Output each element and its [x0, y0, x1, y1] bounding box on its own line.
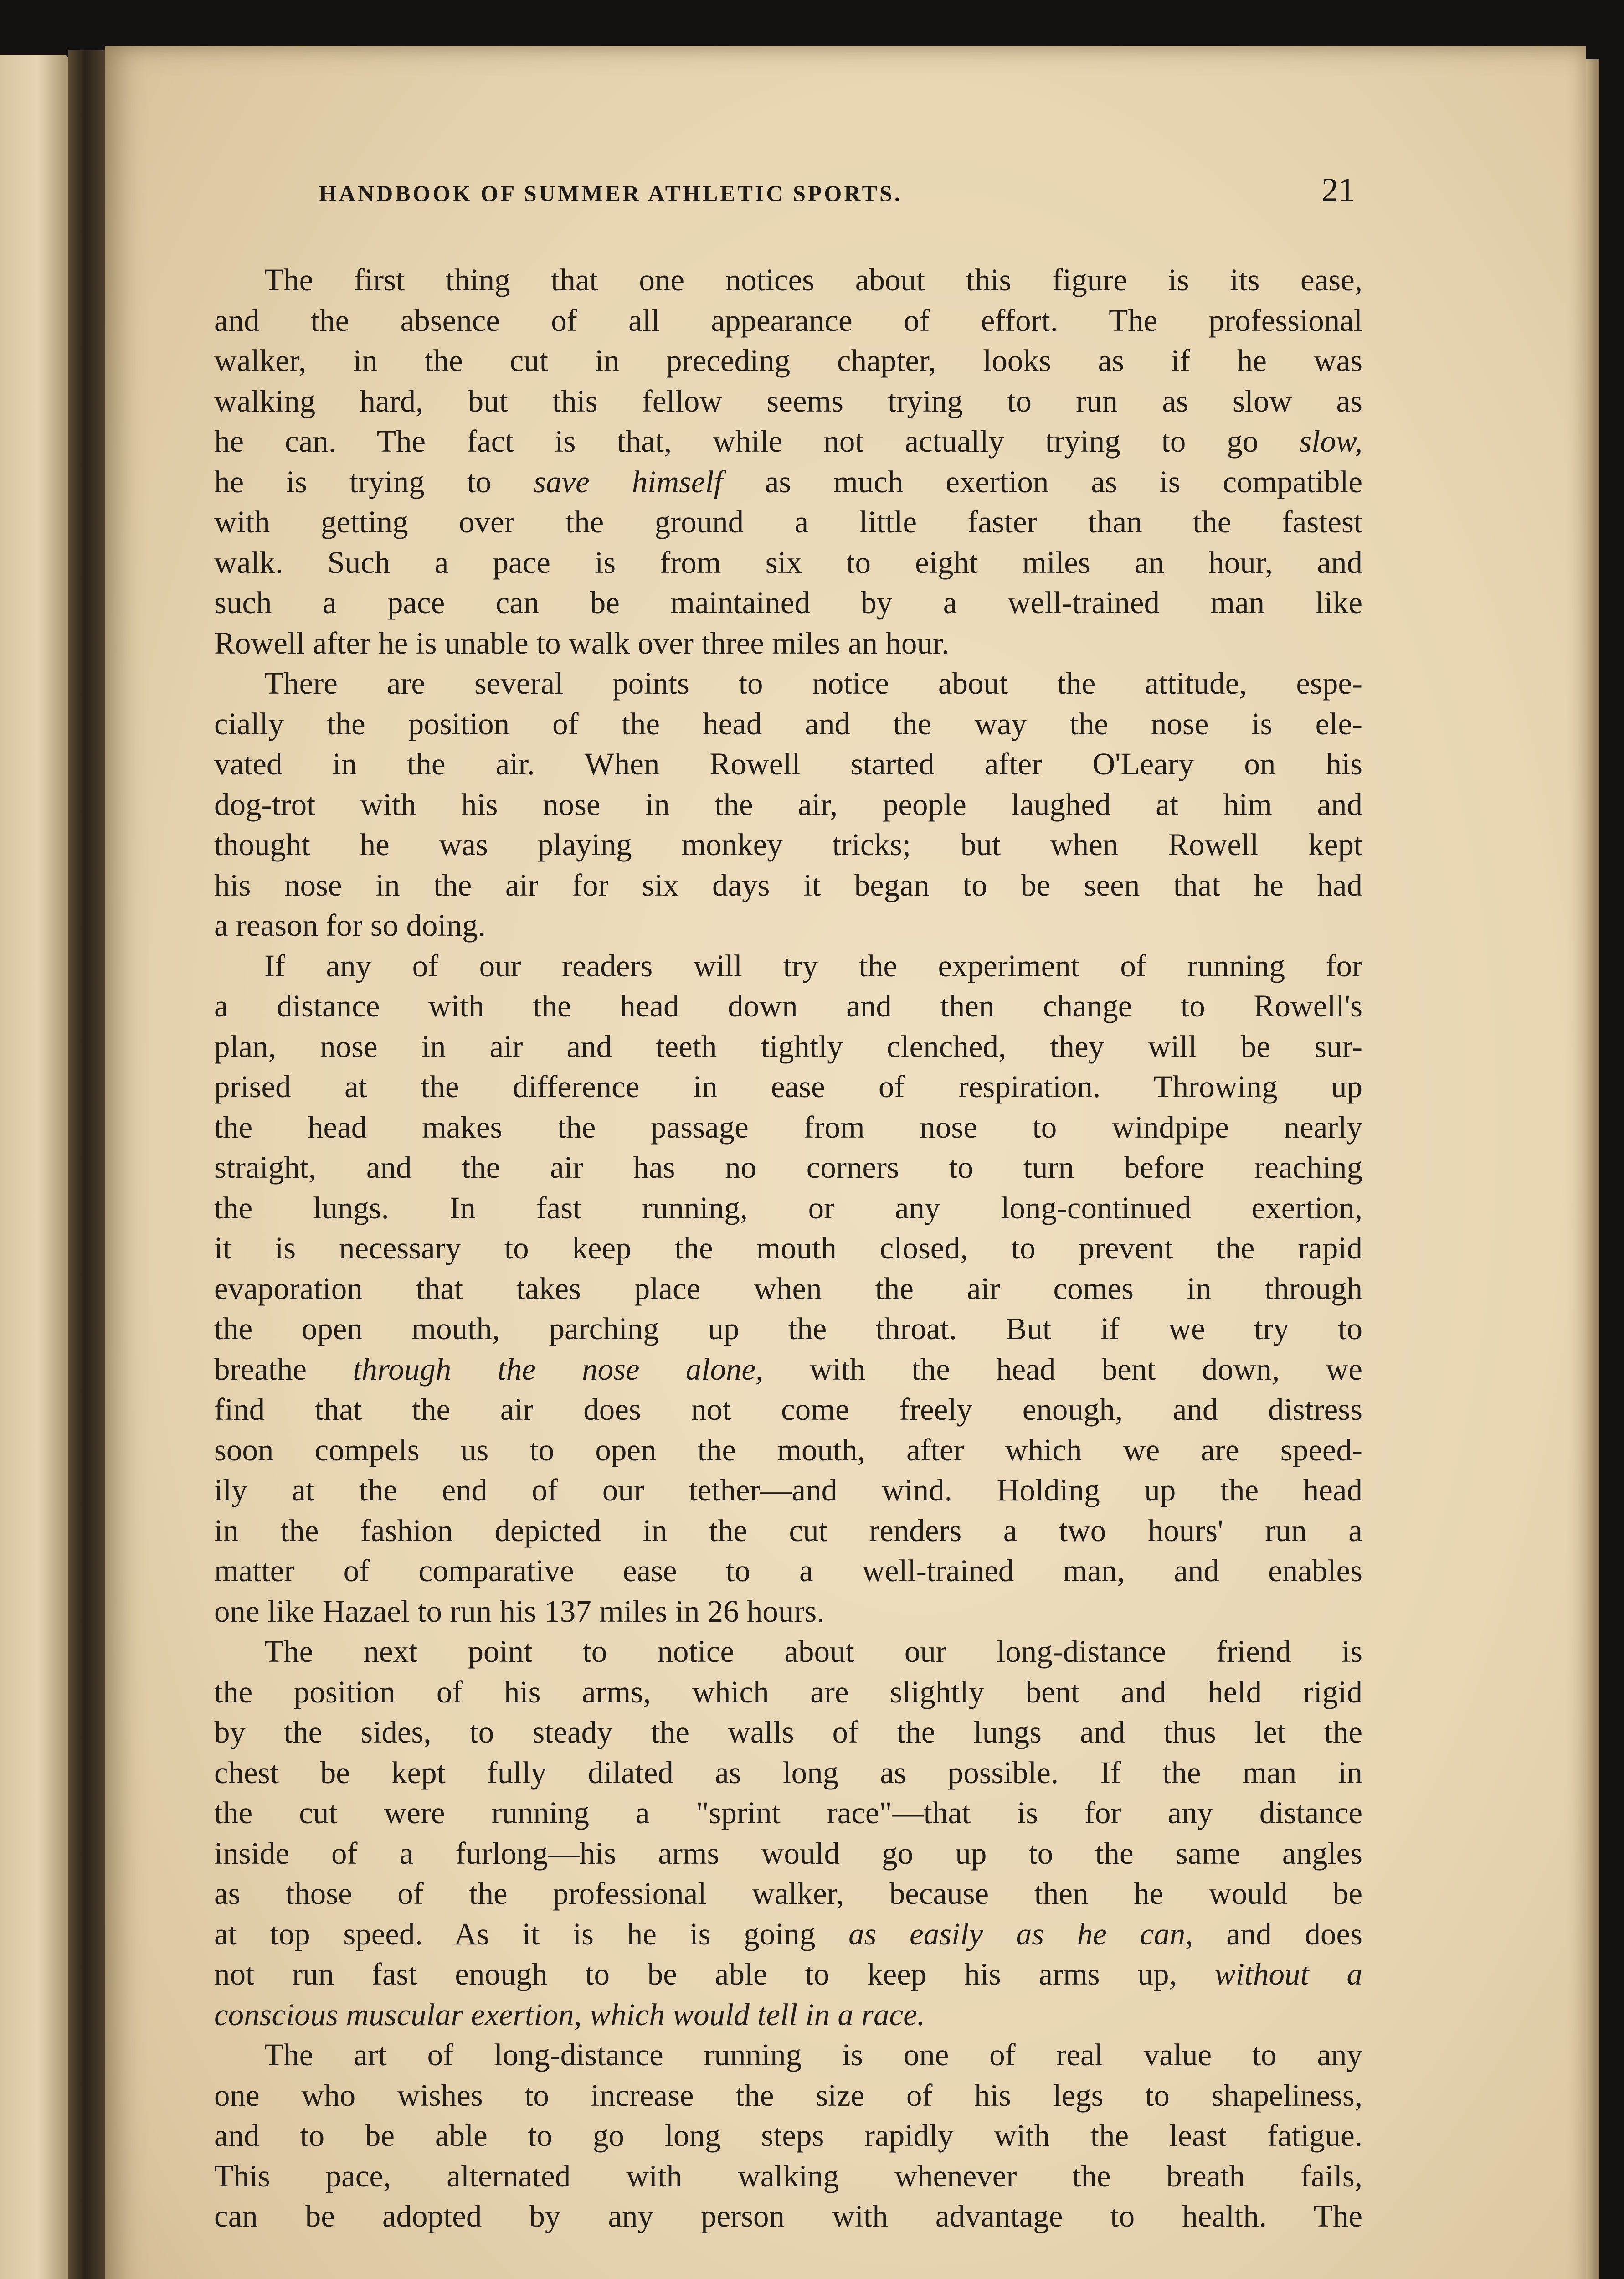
- text-line: [214, 1309, 1362, 1349]
- text-line: [214, 1793, 1362, 1833]
- text-line: [214, 1389, 1362, 1430]
- line-text: it is necessary to keep the mouth closed, to prevent the rapid: [214, 1231, 1362, 1265]
- line-text: by the sides, to steady the walls of the lungs and thus let the: [214, 1715, 1362, 1749]
- text-line: [214, 825, 1362, 865]
- line-text: walk. Such a pace is from six to eight miles an hour, and: [214, 545, 1362, 580]
- text-line: [214, 1833, 1362, 1874]
- line-text: and the absence of all appearance of effort. The professional: [214, 303, 1362, 338]
- text-line: [214, 421, 1362, 462]
- text-line: [214, 2156, 1362, 2197]
- line-text: walking hard, but this fellow seems trying to run as slow as: [214, 383, 1362, 418]
- page-number: 21: [1321, 171, 1355, 209]
- line-text: the cut were running a "sprint race"—that is for any distance: [214, 1795, 1362, 1830]
- line-italic-text: without a: [1214, 1957, 1362, 1991]
- line-text: as those of the professional walker, because then he would be: [214, 1876, 1362, 1911]
- text-line: [214, 2115, 1362, 2156]
- line-text: he can. The fact is that, while not actually trying to go: [214, 424, 1300, 459]
- text-line: [214, 1268, 1362, 1309]
- text-line: [214, 1107, 1362, 1148]
- text-line: [214, 462, 1362, 502]
- line-text: soon compels us to open the mouth, after which we are speed-: [214, 1432, 1362, 1467]
- line-text: If any of our readers will try the experiment of running for: [264, 948, 1362, 983]
- line-text: chest be kept fully dilated as long as possible. If the man in: [214, 1755, 1362, 1790]
- line-text: one like Hazael to run his 137 miles in 26 hours.: [214, 1593, 825, 1629]
- text-line: [214, 1511, 1362, 1551]
- facing-page-edge: [0, 55, 68, 2279]
- page-stack-edge: [1586, 59, 1599, 2279]
- text-line: [214, 300, 1362, 341]
- line-text: the open mouth, parching up the throat. But if we try to: [214, 1311, 1362, 1346]
- line-text: a distance with the head down and then change to Rowell's: [214, 989, 1362, 1023]
- text-line: [214, 1349, 1362, 1390]
- line-text: vated in the air. When Rowell started after O'Leary on his: [214, 747, 1362, 781]
- text-line: [214, 542, 1362, 583]
- line-text: Rowell after he is unable to walk over three miles an hour.: [214, 625, 950, 660]
- running-header: HANDBOOK OF SUMMER ATHLETIC SPORTS.: [319, 180, 903, 206]
- text-line: [214, 1995, 1362, 2035]
- text-line: [214, 502, 1362, 542]
- line-italic-text: slow,: [1299, 424, 1362, 459]
- text-line: [214, 1712, 1362, 1753]
- line-text: find that the air does not come freely enough, and distress: [214, 1392, 1362, 1427]
- text-line: [214, 1188, 1362, 1228]
- line-text: he is trying to: [214, 464, 534, 499]
- line-text: with getting over the ground a little faster than the fastest: [214, 505, 1362, 539]
- text-line: [214, 1753, 1362, 1793]
- line-text: in the fashion depicted in the cut renders a two hours' run a: [214, 1513, 1362, 1548]
- line-italic-text: save himself: [534, 464, 723, 499]
- line-text: not run fast enough to be able to keep his arms up,: [214, 1957, 1215, 1991]
- text-line: [214, 865, 1362, 906]
- text-line: [214, 784, 1362, 825]
- text-line: [214, 1067, 1362, 1107]
- line-text: This pace, alternated with walking whenever the breath fails,: [214, 2158, 1362, 2193]
- text-line: [214, 946, 1362, 986]
- line-text: matter of comparative ease to a well-trained man, and enables: [214, 1553, 1362, 1588]
- text-line: [214, 2075, 1362, 2116]
- line-italic-text: through the nose alone,: [353, 1351, 764, 1387]
- text-line: [214, 986, 1362, 1026]
- line-text: a reason for so doing.: [214, 908, 486, 943]
- text-line: [214, 340, 1362, 381]
- line-text: prised at the difference in ease of respiration. Throwing up: [214, 1069, 1362, 1104]
- line-text: can be adopted by any person with advantage to health. The: [214, 2199, 1362, 2233]
- line-text: the position of his arms, which are slightly bent and held rigid: [214, 1674, 1362, 1709]
- line-text: thought he was playing monkey tricks; but when Rowell kept: [214, 827, 1362, 862]
- text-line: [214, 1228, 1362, 1268]
- text-line: [214, 381, 1362, 422]
- line-text: his nose in the air for six days it began to be seen that he had: [214, 867, 1362, 902]
- text-line: [214, 2196, 1362, 2237]
- line-text: evaporation that takes place when the air comes in through: [214, 1271, 1362, 1306]
- line-text: one who wishes to increase the size of his legs to shapeliness,: [214, 2078, 1362, 2113]
- text-line: [214, 704, 1362, 744]
- text-line: [214, 1954, 1362, 1995]
- text-line: [214, 623, 1362, 664]
- text-line: [214, 744, 1362, 784]
- line-text: cially the position of the head and the way the nose is ele-: [214, 706, 1362, 741]
- text-line: [214, 583, 1362, 623]
- text-line: [214, 1873, 1362, 1914]
- text-line: [214, 1551, 1362, 1591]
- line-text: breathe: [214, 1351, 353, 1387]
- text-line: [214, 1672, 1362, 1712]
- body-text: [214, 260, 1362, 2237]
- line-text: the lungs. In fast running, or any long-continued exertion,: [214, 1190, 1362, 1225]
- text-line: [214, 260, 1362, 300]
- line-text: at top speed. As it is he is going: [214, 1916, 849, 1951]
- text-line: [214, 1914, 1362, 1954]
- line-text: inside of a furlong—his arms would go up to the same angles: [214, 1836, 1362, 1871]
- text-line: [214, 1430, 1362, 1470]
- text-line: [214, 2035, 1362, 2075]
- line-text: The art of long-distance running is one of real value to any: [264, 2037, 1362, 2072]
- line-text: and to be able to go long steps rapidly with the least fatigue.: [214, 2118, 1362, 2153]
- text-line: [214, 905, 1362, 946]
- line-text: walker, in the cut in preceding chapter, looks as if he was: [214, 343, 1362, 378]
- line-text: the head makes the passage from nose to windpipe nearly: [214, 1109, 1362, 1145]
- line-text: plan, nose in air and teeth tightly clenched, they will be sur-: [214, 1029, 1362, 1064]
- line-text: The first thing that one notices about this figure is its ease,: [264, 263, 1362, 297]
- line-text-continued: as much exertion as is compatible: [722, 464, 1362, 499]
- text-line: [214, 1591, 1362, 1632]
- line-text: such a pace can be maintained by a well-trained man like: [214, 585, 1362, 620]
- text-line: [214, 663, 1362, 704]
- line-text-continued: and does: [1193, 1916, 1362, 1951]
- line-text-continued: with the head bent down, we: [763, 1351, 1362, 1387]
- text-line: [214, 1470, 1362, 1511]
- line-text: dog-trot with his nose in the air, people laughed at him and: [214, 787, 1362, 822]
- text-line: [214, 1631, 1362, 1672]
- text-line: [214, 1026, 1362, 1067]
- line-italic-text: as easily as he can,: [848, 1916, 1193, 1951]
- line-text: The next point to notice about our long-distance friend is: [264, 1634, 1362, 1669]
- line-italic-text: conscious muscular exertion, which would tell in a race.: [214, 1997, 925, 2032]
- line-text: straight, and the air has no corners to turn before reaching: [214, 1150, 1362, 1185]
- line-text: There are several points to notice about the attitude, espe-: [264, 666, 1362, 701]
- book-gutter: [68, 50, 105, 2279]
- text-line: [214, 1147, 1362, 1188]
- line-text: ily at the end of our tether—and wind. Holding up the head: [214, 1473, 1362, 1507]
